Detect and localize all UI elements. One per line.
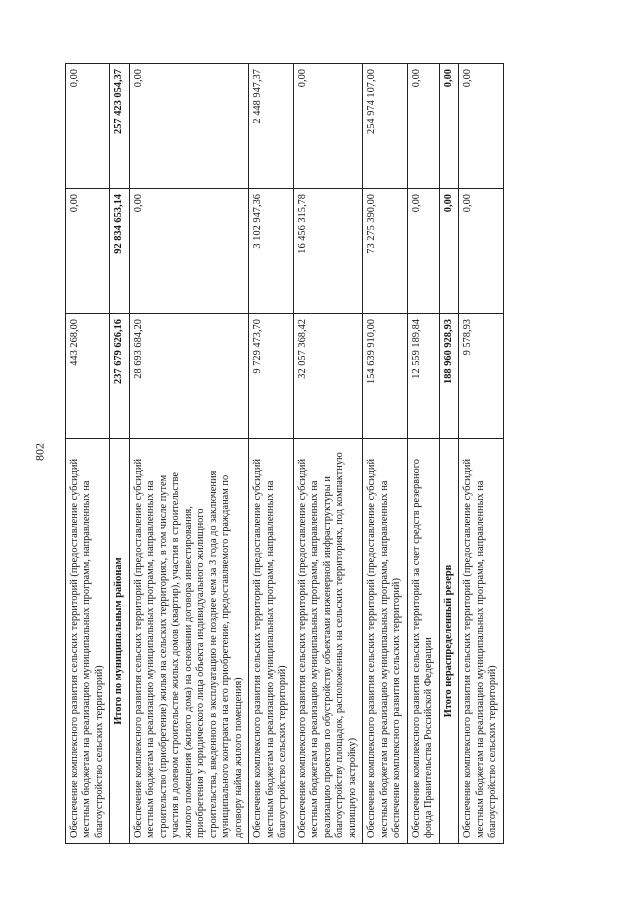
table-row	[66, 64, 110, 844]
total-value-year-3: 257 423 054,37	[110, 64, 129, 189]
total-value-year-1: 188 960 928,93	[439, 314, 458, 439]
total-value-year-2: 0,00	[439, 189, 458, 314]
row-name-cell: Обеспечение комплексного развития сельских территорий (предоставление субсидий местным бюджетам на реализацию муниципальных программ, направленных на обеспечение комплексного развития сельских территорий)	[363, 439, 407, 844]
page-number: 802	[32, 443, 47, 461]
row-name-cell: Обеспечение комплексного развития сельских территорий (предоставление субсидий местным бюджетам на реализацию муниципальных программ, направленных на реализацию проектов по обустройству объектами инженерной инфраструктуры и благоустройству площадок, расположенных на сельских территориях, под компактную жилищную застройку)	[293, 439, 362, 844]
total-label-cell: Итого нераспределенный резерв	[439, 439, 458, 844]
value-cell-year-2: 73 275 390,00	[363, 189, 407, 314]
value-cell-year-2: 3 102 947,36	[249, 189, 293, 314]
table-container	[65, 64, 525, 844]
value-cell-year-2: 0,00	[66, 189, 110, 314]
total-row	[439, 64, 458, 844]
value-cell-year-2: 0,00	[459, 189, 503, 314]
row-name-cell: Обеспечение комплексного развития сельских территорий за счет средств резервного фонда Правительства Российской Федерации	[407, 439, 439, 844]
table-row	[459, 64, 503, 844]
row-name-cell: Обеспечение комплексного развития сельских территорий (предоставление субсидий местным бюджетам на реализацию муниципальных программ, направленных на строительство (приобретение) жилья на сельских территориях, в том числе путем участия в долевом строительстве жилых домов (квартир), участия в строительстве жилого помещения (жилого дома) на основании договора инвестирования, приобретения у юридического лица объекта индивидуального жилищного строительства, введенного в эксплуатацию не позднее чем за 3 года до заключения муниципального контракта на его приобретение, предоставляемого гражданам по договору найма жилого помещения)	[129, 439, 248, 844]
budget-table	[65, 63, 504, 844]
value-cell-year-1: 28 693 684,20	[129, 314, 248, 439]
value-cell-year-2: 0,00	[407, 189, 439, 314]
table-row	[129, 64, 248, 844]
table-row	[407, 64, 439, 844]
value-cell-year-1: 12 559 189,84	[407, 314, 439, 439]
value-cell-year-3: 0,00	[129, 64, 248, 189]
total-row	[110, 64, 129, 844]
value-cell-year-1: 9 729 473,70	[249, 314, 293, 439]
row-name-cell: Обеспечение комплексного развития сельских территорий (предоставление субсидий местным бюджетам на реализацию муниципальных программ, направленных на благоустройство сельских территорий)	[66, 439, 110, 844]
total-value-year-2: 92 834 653,14	[110, 189, 129, 314]
value-cell-year-1: 9 578,93	[459, 314, 503, 439]
value-cell-year-3: 0,00	[407, 64, 439, 189]
value-cell-year-3: 0,00	[293, 64, 362, 189]
row-name-cell: Обеспечение комплексного развития сельских территорий (предоставление субсидий местным бюджетам на реализацию муниципальных программ, направленных на благоустройство сельских территорий)	[459, 439, 503, 844]
value-cell-year-1: 443 268,00	[66, 314, 110, 439]
table-row	[293, 64, 362, 844]
value-cell-year-2: 0,00	[129, 189, 248, 314]
budget-table-body	[66, 64, 504, 844]
total-value-year-3: 0,00	[439, 64, 458, 189]
table-row	[363, 64, 407, 844]
value-cell-year-3: 254 974 107,00	[363, 64, 407, 189]
value-cell-year-3: 0,00	[66, 64, 110, 189]
value-cell-year-1: 154 639 910,00	[363, 314, 407, 439]
value-cell-year-3: 2 448 947,37	[249, 64, 293, 189]
table-row	[249, 64, 293, 844]
total-label-cell: Итого по муниципальным районам	[110, 439, 129, 844]
value-cell-year-1: 32 057 368,42	[293, 314, 362, 439]
total-value-year-1: 237 679 626,16	[110, 314, 129, 439]
value-cell-year-3: 0,00	[459, 64, 503, 189]
value-cell-year-2: 16 456 315,78	[293, 189, 362, 314]
row-name-cell: Обеспечение комплексного развития сельских территорий (предоставление субсидий местным бюджетам на реализацию муниципальных программ, направленных на благоустройство сельских территорий)	[249, 439, 293, 844]
